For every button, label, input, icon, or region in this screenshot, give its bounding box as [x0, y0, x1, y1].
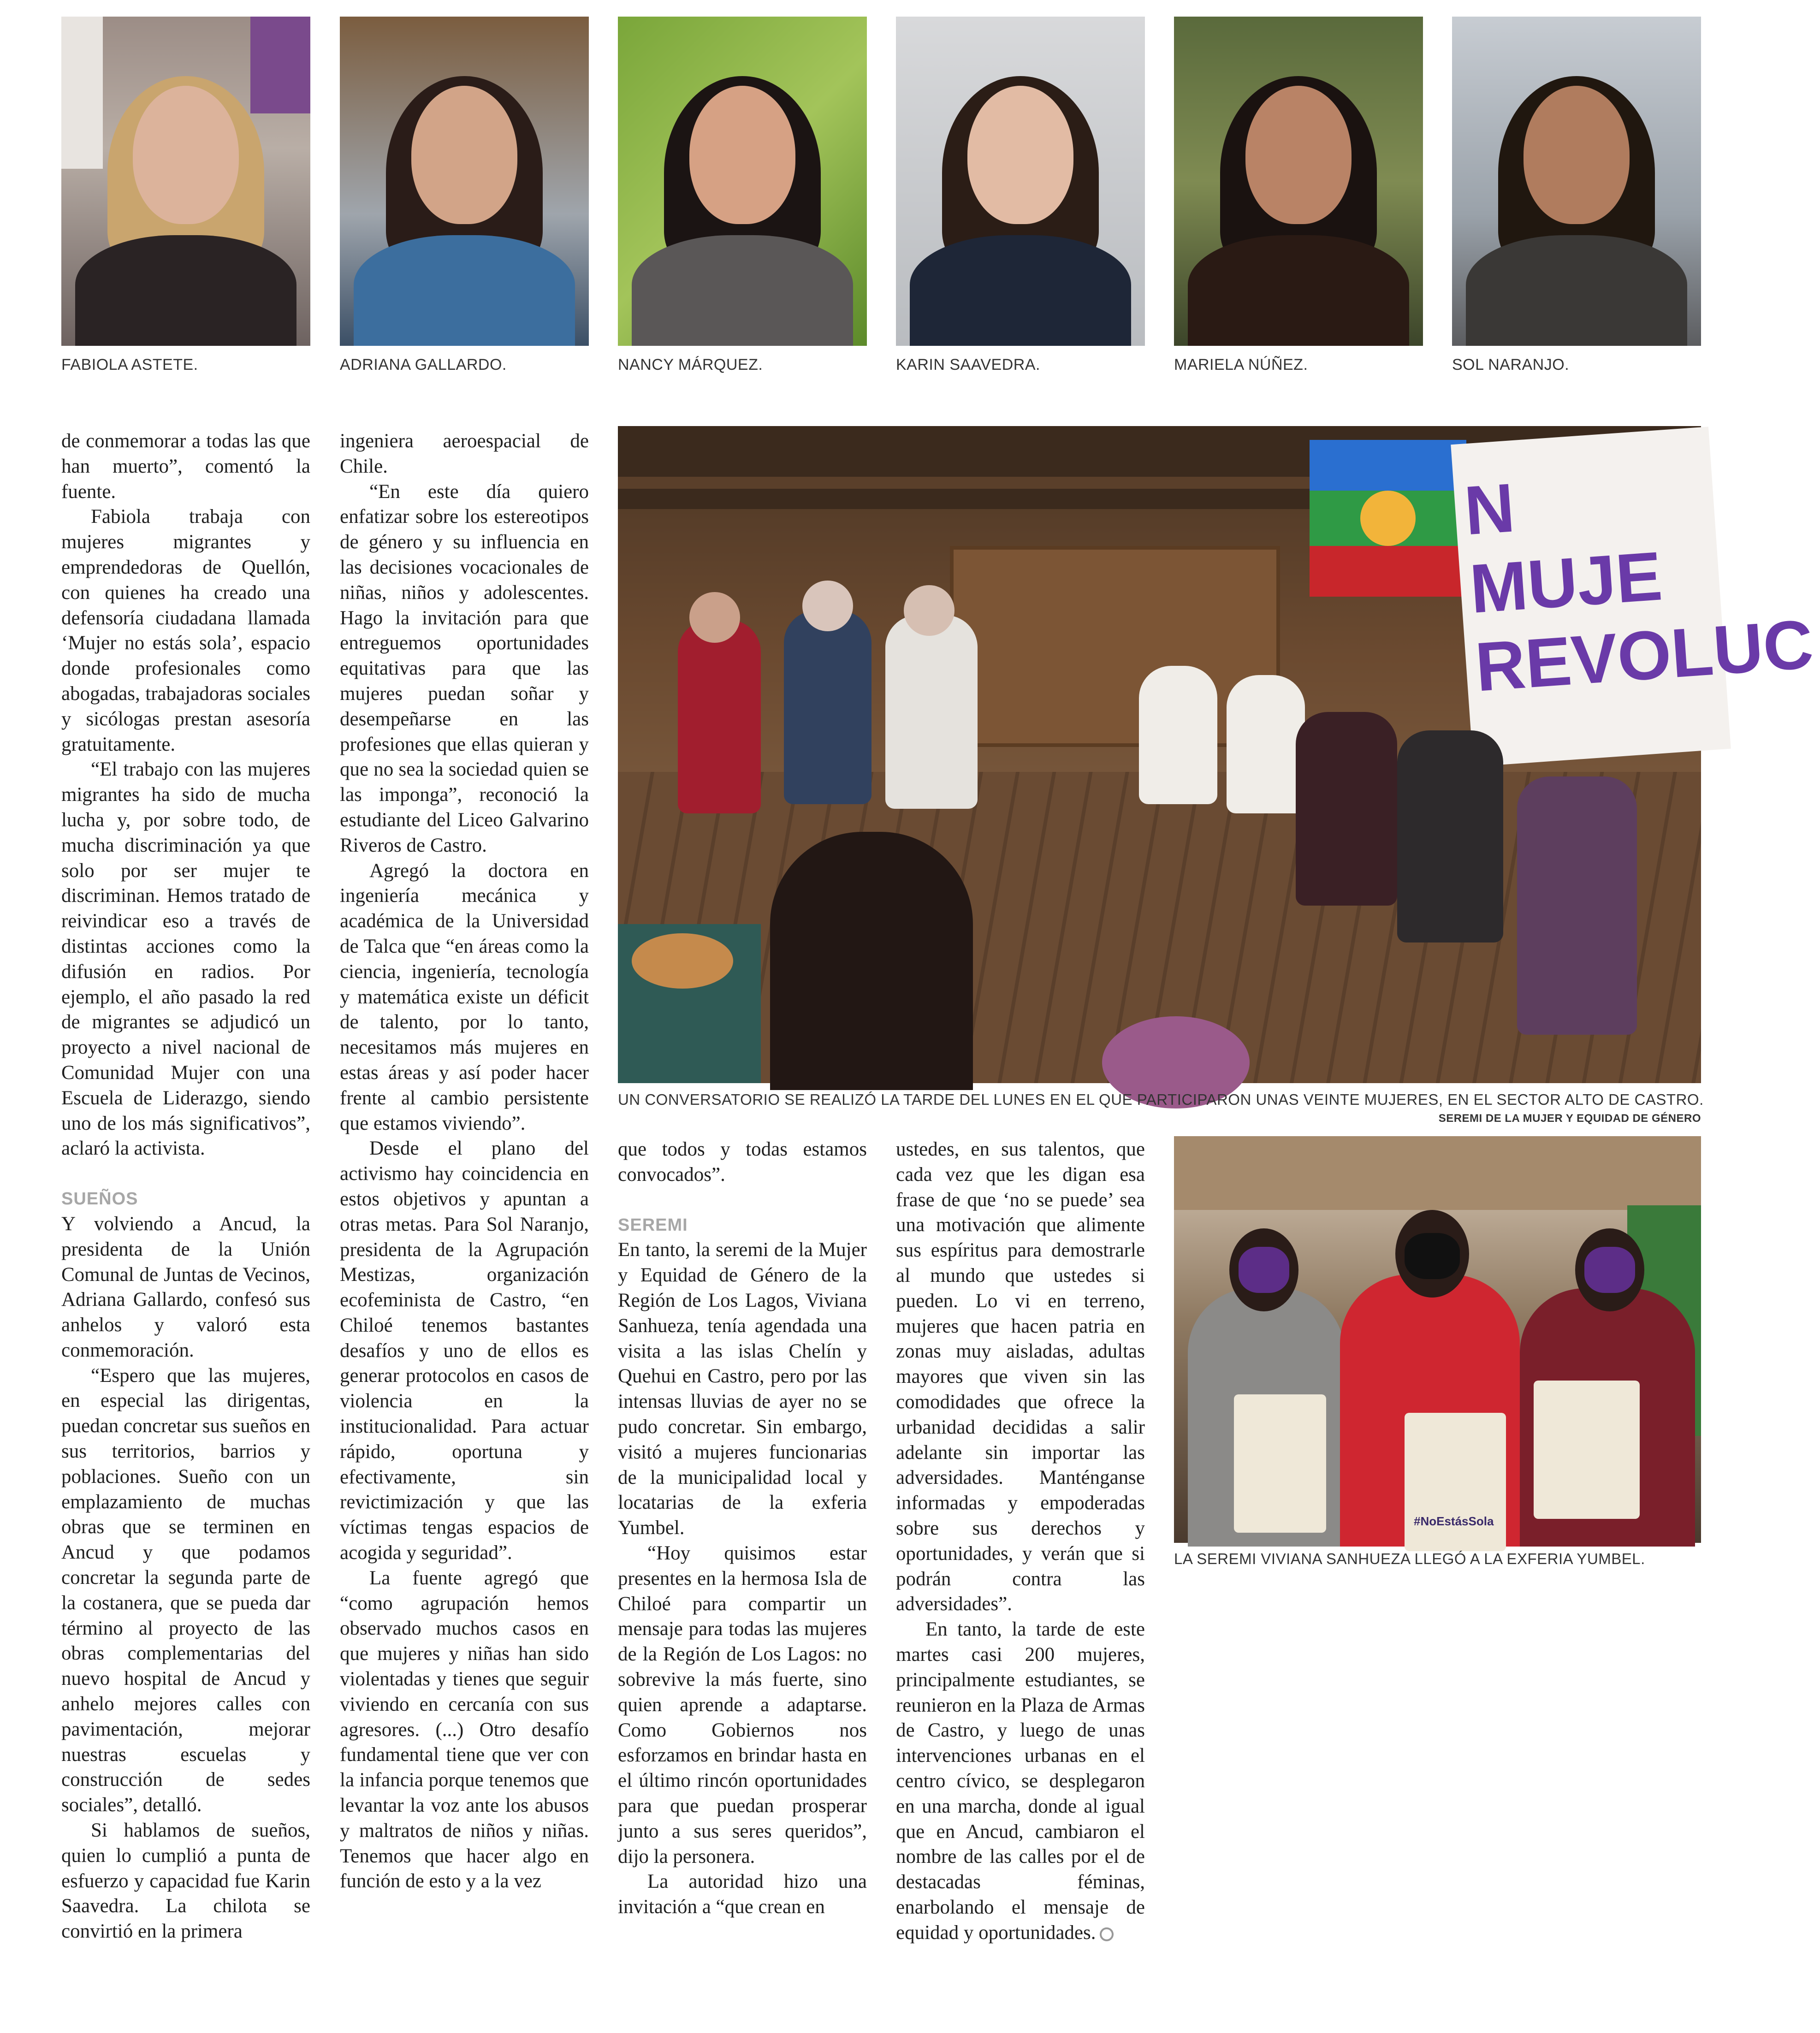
- paragraph-text: En tanto, la tarde de este martes casi 200 mujeres, principalmente estudiantes, se reunieron en la Plaza de Armas de Castro, y luego de unas intervenciones urbanas en el centro cívico, se desplegaron en una marcha, donde al igual que en Ancud, cambiaron el nombre de las calles por el de destacadas féminas, enarbolando el mensaje de equidad y oportunidades.: [896, 1618, 1145, 1944]
- section-heading-seremi: SEREMI: [618, 1215, 688, 1235]
- portrait-caption: SOL NARANJO.: [1452, 356, 1570, 373]
- paragraph: ustedes, en sus talentos, que cada vez que les digan esa frase de que ‘no se puede’ sea una motivación que alimente sus espíritus para demostrarle al mundo que ustedes si pueden. Lo vi en terreno, mujeres que hacen patria en zonas muy aisladas, adultas mayores que viven sin las comodidades que ofrece la urbanidad decididas a salir adelante sin importar las adversidades. Manténganse informadas y empoderadas sobre sus derechos y oportunidades, y verán que si podrán contra las adversidades”.: [896, 1138, 1145, 1615]
- paragraph: “Hoy quisimos estar presentes en la hermosa Isla de Chiloé para compartir un mensaje para todas las mujeres de la Región de Los Lagos: no sobrevive la más fuerte, sino quien aprende a adaptarse. Como Gobiernos nos esforzamos en brindar hasta en el último rincón oportunidades para que puedan prosperar junto a sus seres queridos”, dijo la personera.: [618, 1542, 867, 1867]
- paragraph: Y volviendo a Ancud, la presidenta de la Unión Comunal de Juntas de Vecinos, Adriana Gallardo, confesó sus anhelos y valoró esta conmemoración.: [61, 1213, 310, 1361]
- end-of-article-icon: [1100, 1927, 1114, 1941]
- portrait-adriana-gallardo: [340, 17, 589, 346]
- banner-text: N MUJE REVOLUC: [1462, 468, 1816, 706]
- seremi-photo-caption: LA SEREMI VIVIANA SANHUEZA LLEGÓ A LA EXFERIA YUMBEL.: [1174, 1550, 1645, 1567]
- portrait-caption: KARIN SAAVEDRA.: [896, 356, 1040, 373]
- portrait-mariela-nunez: [1174, 17, 1423, 346]
- paragraph: ingeniera aeroespacial de Chile.: [340, 430, 589, 477]
- paragraph: “Espero que las mujeres, en especial las dirigentas, puedan concretar sus sueños en sus territorios, barrios y poblaciones. Sueño con un emplazamiento de muchas obras que se terminen en Ancud y que podamos concretar la segunda parte de la costanera, que se pueda dar término al proyecto de las obras complementarias del nuevo hospital de Ancud y anhelo mejores calles con pavimentación, mejorar nuestras escuelas y construcción de sedes sociales”, detalló.: [61, 1364, 310, 1816]
- paragraph: que todos y todas estamos convocados”.: [618, 1138, 867, 1185]
- section-heading-suenos: SUEÑOS: [61, 1189, 138, 1209]
- paragraph: “El trabajo con las mujeres migrantes ha sido de mucha lucha y, por sobre todo, de mucha discriminación ya que solo por ser mujer te discriminan. Hemos tratado de reivindicar eso a través de distintas acciones como la difusión en radios. Por ejemplo, el año pasado la red de migrantes se adjudicó un proyecto a nivel nacional de Comunidad Mujer con una Escuela de Liderazgo, siendo uno de los más significativos”, aclaró la activista.: [61, 759, 310, 1160]
- article-column-1: [61, 429, 310, 1944]
- paragraph: La autoridad hizo una invitación a “que crean en: [618, 1871, 867, 1918]
- paragraph: Si hablamos de sueños, quien lo cumplió a punta de esfuerzo y capacidad fue Karin Saavedra. La chilota se convirtió en la primera: [61, 1820, 310, 1943]
- mapuche-flag: [1310, 440, 1466, 597]
- photo-seremi-exferia: [1174, 1136, 1701, 1543]
- main-photo-conversatorio: [618, 426, 1816, 1083]
- portrait-caption: NANCY MÁRQUEZ.: [618, 356, 763, 373]
- article-column-3: [618, 1137, 867, 1920]
- banner: [1451, 427, 1816, 766]
- portrait-fabiola-astete: [61, 17, 310, 346]
- portrait-nancy-marquez: [618, 17, 867, 346]
- paragraph: [896, 1617, 1145, 1945]
- portrait-caption: FABIOLA ASTETE.: [61, 356, 198, 373]
- portrait-caption: MARIELA NÚÑEZ.: [1174, 356, 1308, 373]
- paragraph: “En este día quiero enfatizar sobre los estereotipos de género y su influencia en las decisiones vocacionales de niñas, niños y adolescentes. Hago la invitación para que entreguemos oportunidades equitativas para que las mujeres puedan soñar y desempeñarse en las profesiones que ellas quieran y que no sea la sociedad quien se las imponga”, reconoció la estudiante del Liceo Galvarino Riveros de Castro.: [340, 480, 589, 856]
- paragraph: Desde el plano del activismo hay coincidencia en estos objetivos y apuntan a otras metas. Para Sol Naranjo, presidenta de la Agrupación Mestizas, organización ecofeminista de Castro, “en Chiloé tenemos bastantes desafíos y uno de ellos es generar protocolos en casos de violencia en la institucionalidad. Para actuar rápido, oportuna y efectivamente, sin revictimización y que las víctimas tengas espacios de acogida y seguridad”.: [340, 1138, 589, 1564]
- paragraph: de conmemorar a todas las que han muerto”, comentó la fuente.: [61, 430, 310, 503]
- tote-bag-text: #NoEstásSola: [1414, 1514, 1494, 1528]
- paragraph: En tanto, la seremi de la Mujer y Equidad de Género de la Región de Los Lagos, Viviana Sanhueza, tenía agendada una visita a las islas Chelín y Quehui en Castro, pero por las intensas lluvias de ayer no se pudo concretar. Sin embargo, visitó a mujeres funcionarias de la municipalidad local y locatarias de la exferia Yumbel.: [618, 1239, 867, 1539]
- portrait-sol-naranjo: [1452, 17, 1701, 346]
- paragraph: Agregó la doctora en ingeniería mecánica y académica de la Universidad de Talca que “en áreas como la ciencia, ingeniería, tecnología y matemática existe un déficit de talento, por lo tanto, necesitamos más mujeres en estas áreas y así poder hacer frente al cambio persistente que estamos viviendo”.: [340, 859, 589, 1134]
- photo-credit: SEREMI DE LA MUJER Y EQUIDAD DE GÉNERO: [1438, 1112, 1701, 1125]
- article-column-2: [340, 429, 589, 1894]
- main-photo-caption: UN CONVERSATORIO SE REALIZÓ LA TARDE DEL LUNES EN EL QUE PARTICIPARON UNAS VEINTE MUJERES, EN EL SECTOR ALTO DE CASTRO.: [618, 1091, 1704, 1108]
- portrait-karin-saavedra: [896, 17, 1145, 346]
- paragraph: La fuente agregó que “como agrupación hemos observado muchos casos en que mujeres y niñas han sido violentadas y tienes que seguir viviendo en cercanía con sus agresores. (...) Otro desafío fundamental tiene que ver con la infancia porque tenemos que levantar la voz ante los abusos y maltratos de niños y niñas. Tenemos que hacer algo en función de esto y a la vez: [340, 1567, 589, 1892]
- article-column-4: [896, 1137, 1145, 1946]
- portrait-caption: ADRIANA GALLARDO.: [340, 356, 507, 373]
- paragraph: Fabiola trabaja con mujeres migrantes y emprendedoras de Quellón, con quienes ha creado una defensoría ciudadana llamada ‘Mujer no estás sola’, espacio donde profesionales como abogadas, trabajadoras sociales y sicólogas prestan asesoría gratuitamente.: [61, 506, 310, 755]
